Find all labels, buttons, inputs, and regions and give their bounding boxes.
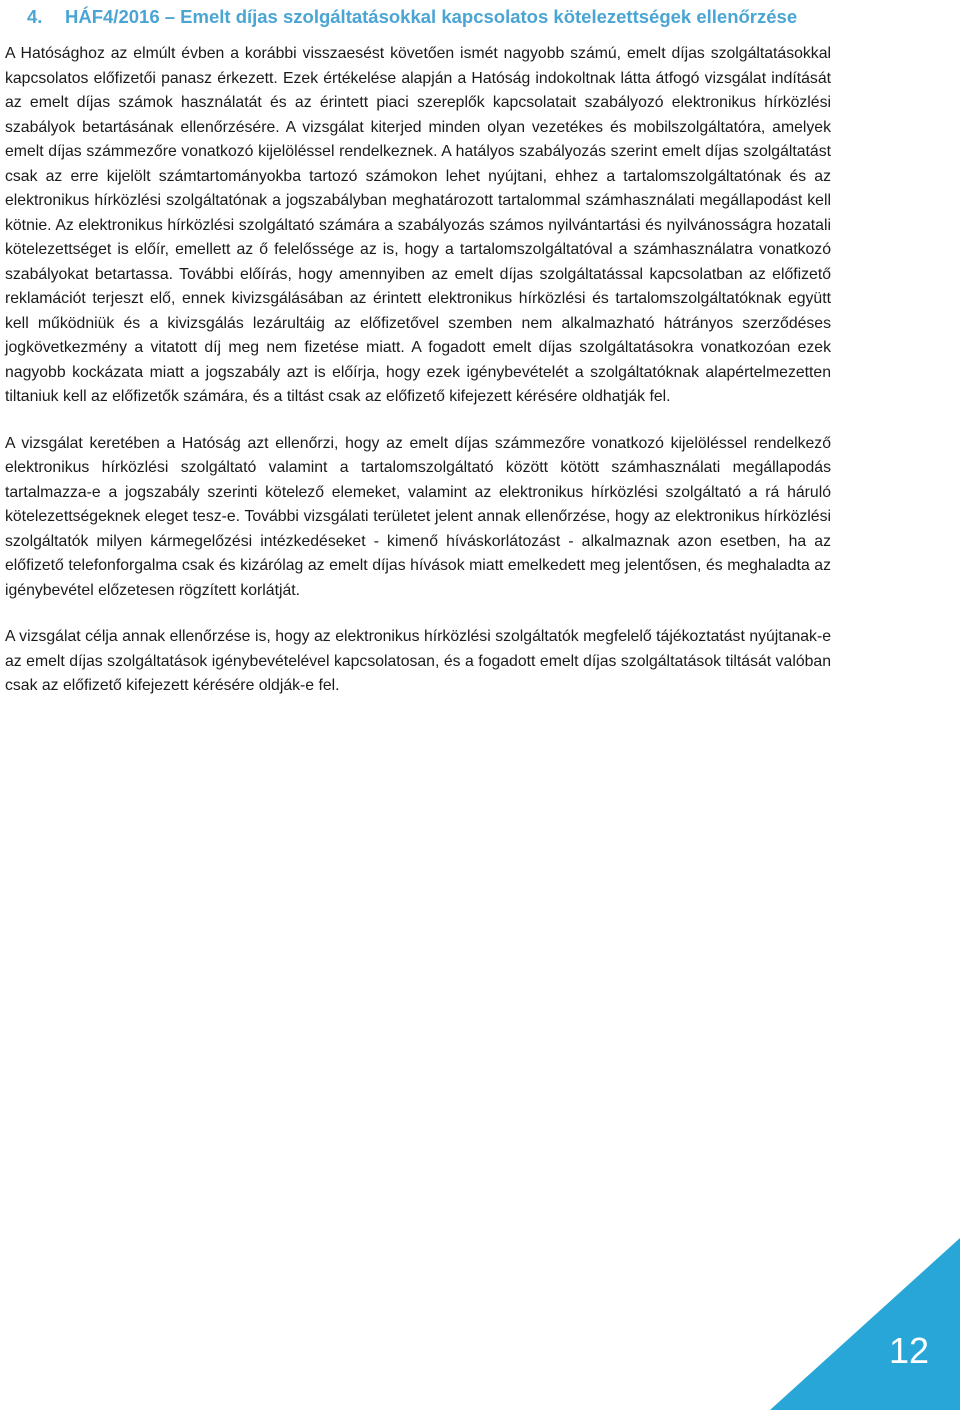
paragraph-scope: A vizsgálat keretében a Hatóság azt ellenőrzi, hogy az emelt díjas számmezőre vonatkozó kijelöléssel rendelkező elektronikus hírközlési szolgáltató valamint a tartalomszolgáltató között kötött számhasználati megállapodás tartalmazza-e a jogszabály szerinti kötelező elemeket, valamint az elektronikus hírközlési szolgáltató a rá háruló kötelezettségeknek eleget tesz-e. További vizsgálati területet jelent annak ellenőrzése, hogy az elektronikus hírközlési szolgáltatók milyen kármegelőzési intézkedéseket - kimenő híváskorlátozást - alkalmaznak azon esetben, ha az előfizető telefonforgalma csak és kizárólag az emelt díjas hívások miatt emelkedett meg jelentősen, és meghaladta az igénybevétel előzetesen rögzített korlátját. [5,434,831,599]
page-number: 12 [888,1330,929,1371]
section-heading [27,6,797,28]
section-title: HÁF4/2016 – Emelt díjas szolgáltatásokkal kapcsolatos kötelezettségek ellenőrzése [65,6,798,27]
section-number: 4. [27,6,43,27]
paragraph-intro: A Hatósághoz az elmúlt évben a korábbi visszaesést követően ismét nagyobb számú, emelt díjas szolgáltatásokkal kapcsolatos előfizetői panasz érkezett. Ezek értékelése alapján a Hatóság indokoltnak látta átfogó vizsgálat indítását az emelt díjas számok használatát és az érintett piaci szereplők kapcsolatait szabályozó elektronikus hírközlési szabályok betartásának ellenőrzésére. A vizsgálat kiterjed minden olyan vezetékes és mobilszolgáltatóra, amelyek emelt díjas számmezőre vonatkozó kijelöléssel rendelkeznek. A hatályos szabályozás szerint emelt díjas szolgáltatást csak az erre kijelölt számtartományokba tartozó számokon lehet nyújtani, ehhez a tartalomszolgáltatónak és az elektronikus hírközlési szolgáltatónak a jogszabályban meghatározott tartalommal számhasználati megállapodást kell kötnie. Az elektronikus hírközlési szolgáltató számára a szabályozás számos nyilvántartási és nyilvánosságra hozatali kötelezettséget is előír, emellett az ő felelőssége az is, hogy a tartalomszolgáltatóval a számhasználatra vonatkozó szabályokat betartassa. További előírás, hogy amennyiben az emelt díjas szolgáltatással kapcsolatban az előfizető reklamációt terjeszt elő, ennek kivizsgálásában az érintett elektronikus hírközlési és tartalomszolgáltatóknak együtt kell működniük és a kivizsgálás lezárultáig az előfizetővel szemben nem alkalmazható hátrányos szerződéses jogkövetkezmény a vitatott díj meg nem fizetése miatt. A fogadott emelt díjas szolgáltatásokra vonatkozóan ezek nagyobb kockázata miatt a jogszabály azt is előírja, hogy ezek igénybevételét a szolgáltatóknak alapértelmezetten tiltaniuk kell az előfizetők számára, és a tiltást csak az előfizető kifejezett kérésére oldhatják fel. [5,45,831,405]
paragraph-goal: A vizsgálat célja annak ellenőrzése is, hogy az elektronikus hírközlési szolgáltatók megfelelő tájékoztatást nyújtanak-e az emelt díjas szolgáltatások igénybevételével kapcsolatosan, és a fogadott emelt díjas szolgáltatások tiltását valóban csak az előfizető kifejezett kérésére oldják-e fel. [5,628,831,694]
page-corner-triangle [770,1238,960,1410]
body-text [5,42,831,721]
